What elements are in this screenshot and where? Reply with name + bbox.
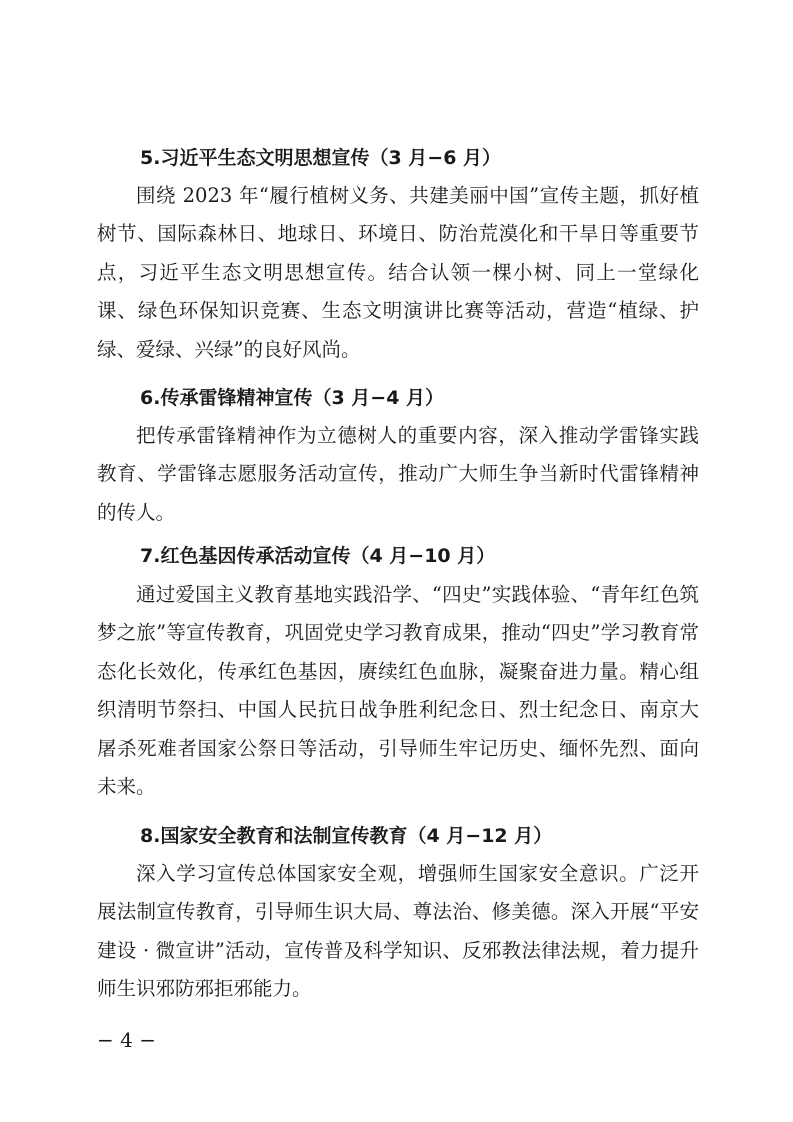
section-8-heading: 8.国家安全教育和法制宣传教育（4 月−12 月） <box>140 825 553 847</box>
section-5-heading: 5.习近平生态文明思想宣传（3 月−6 月） <box>140 147 502 169</box>
section-7-body: 通过爱国主义教育基地实践沿学、“四史”实践体验、“青年红色筑梦之旅”等宣传教育，巩固党史学习教育成果，推动“四史”学习教育常态化长效化，传承红色基因，赓续红色血脉，凝聚奋进力量。精心组织清明节祭扫、中国人民抗日战争胜利纪念日、烈士纪念日、南京大屠杀死难者国家公祭日等活动，引导师生牢记历史、缅怀先烈、面向未来。 <box>97 583 699 799</box>
section-8-body: 深入学习宣传总体国家安全观，增强师生国家安全意识。广泛开展法制宣传教育，引导师生识大局、尊法治、修美德。深入开展“平安建设 · 微宣讲”活动，宣传普及科学知识、反邪教法律法规，着力提升师生识邪防邪拒邪能力。 <box>97 862 699 1001</box>
section-5-body: 围绕 2023 年“履行植树义务、共建美丽中国”宣传主题，抓好植树节、国际森林日、地球日、环境日、防治荒漠化和干旱日等重要节点，习近平生态文明思想宣传。结合认领一棵小树、同上一堂绿化课、绿色环保知识竞赛、生态文明演讲比赛等活动，营造“植绿、护绿、爱绿、兴绿”的良好风尚。 <box>97 184 699 361</box>
section-6-body: 把传承雷锋精神作为立德树人的重要内容，深入推动学雷锋实践教育、学雷锋志愿服务活动宣传，推动广大师生争当新时代雷锋精神的传人。 <box>97 424 699 524</box>
section-7-heading: 7.红色基因传承活动宣传（4 月−10 月） <box>140 545 496 567</box>
section-6-heading: 6.传承雷锋精神宣传（3 月−4 月） <box>140 387 445 409</box>
page-number: − 4 − <box>97 1028 156 1052</box>
